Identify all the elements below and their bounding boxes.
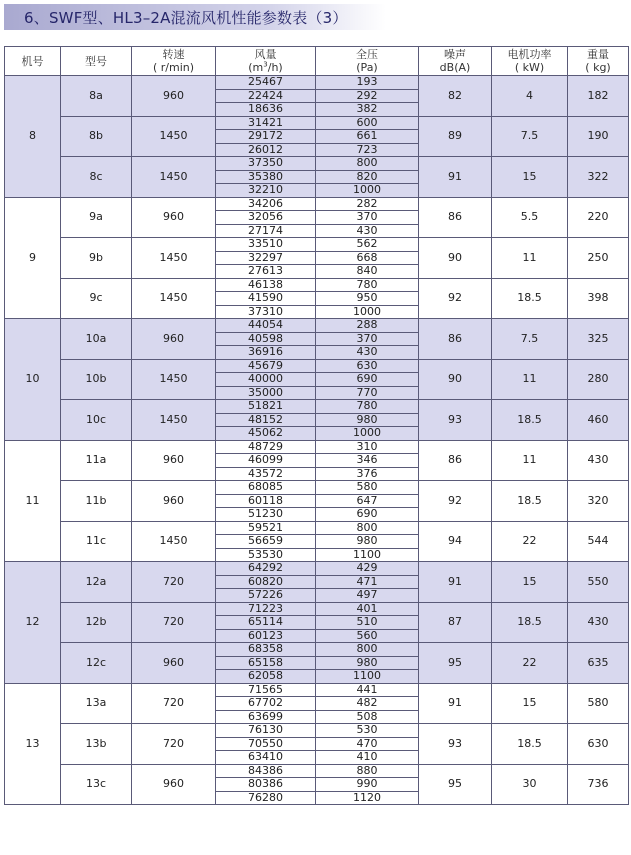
table-header-row [5, 47, 629, 76]
header-weight: 重量 ( kg) [568, 47, 629, 76]
model-cell: 8b [61, 116, 132, 157]
pressure-cell: 661 [316, 130, 419, 144]
airflow-cell: 40598 [216, 332, 316, 346]
airflow-cell: 76130 [216, 724, 316, 738]
airflow-cell: 46099 [216, 454, 316, 468]
airflow-cell: 57226 [216, 589, 316, 603]
weight-cell: 550 [568, 562, 629, 603]
pressure-cell: 497 [316, 589, 419, 603]
noise-cell: 95 [419, 764, 492, 805]
speed-cell: 720 [132, 602, 216, 643]
model-cell: 9b [61, 238, 132, 279]
pressure-cell: 282 [316, 197, 419, 211]
noise-cell: 89 [419, 116, 492, 157]
pressure-cell: 310 [316, 440, 419, 454]
weight-cell: 630 [568, 724, 629, 765]
pressure-cell: 370 [316, 332, 419, 346]
pressure-cell: 800 [316, 643, 419, 657]
weight-cell: 325 [568, 319, 629, 360]
power-cell: 15 [492, 683, 568, 724]
pressure-cell: 950 [316, 292, 419, 306]
pressure-cell: 820 [316, 170, 419, 184]
airflow-cell: 65158 [216, 656, 316, 670]
machine-no-cell: 8 [5, 76, 61, 198]
header-machine-no: 机号 [5, 47, 61, 76]
pressure-cell: 429 [316, 562, 419, 576]
weight-cell: 544 [568, 521, 629, 562]
speed-cell: 960 [132, 481, 216, 522]
page-title: 6、SWF型、HL3–2A混流风机性能参数表（3） [24, 9, 348, 27]
noise-cell: 90 [419, 359, 492, 400]
airflow-cell: 32056 [216, 211, 316, 225]
speed-cell: 1450 [132, 521, 216, 562]
model-cell: 11c [61, 521, 132, 562]
speed-cell: 960 [132, 643, 216, 684]
speed-cell: 1450 [132, 238, 216, 279]
power-cell: 11 [492, 440, 568, 481]
model-cell: 9c [61, 278, 132, 319]
power-cell: 18.5 [492, 724, 568, 765]
speed-cell: 1450 [132, 359, 216, 400]
power-cell: 18.5 [492, 602, 568, 643]
model-cell: 13a [61, 683, 132, 724]
airflow-cell: 67702 [216, 697, 316, 711]
noise-cell: 94 [419, 521, 492, 562]
airflow-cell: 65114 [216, 616, 316, 630]
pressure-cell: 770 [316, 386, 419, 400]
model-cell: 11a [61, 440, 132, 481]
table-row [5, 562, 629, 576]
table-row [5, 481, 629, 495]
model-cell: 12c [61, 643, 132, 684]
pressure-cell: 880 [316, 764, 419, 778]
pressure-cell: 370 [316, 211, 419, 225]
airflow-cell: 64292 [216, 562, 316, 576]
noise-cell: 91 [419, 562, 492, 603]
pressure-cell: 630 [316, 359, 419, 373]
header-airflow: 风量 $(m^3/h)$ [216, 47, 316, 76]
pressure-cell: 1100 [316, 670, 419, 684]
pressure-cell: 1000 [316, 427, 419, 441]
speed-cell: 1450 [132, 278, 216, 319]
airflow-cell: 41590 [216, 292, 316, 306]
airflow-cell: 33510 [216, 238, 316, 252]
airflow-cell: 51230 [216, 508, 316, 522]
pressure-cell: 382 [316, 103, 419, 117]
fan-performance-table [4, 46, 629, 805]
header-model: 型号 [61, 47, 132, 76]
weight-cell: 182 [568, 76, 629, 117]
weight-cell: 580 [568, 683, 629, 724]
airflow-cell: 63699 [216, 710, 316, 724]
model-cell: 12a [61, 562, 132, 603]
noise-cell: 91 [419, 683, 492, 724]
table-row [5, 278, 629, 292]
pressure-cell: 508 [316, 710, 419, 724]
airflow-cell: 31421 [216, 116, 316, 130]
airflow-cell: 59521 [216, 521, 316, 535]
noise-cell: 86 [419, 319, 492, 360]
airflow-cell: 48152 [216, 413, 316, 427]
table-row [5, 400, 629, 414]
title-bar [4, 4, 386, 30]
airflow-cell: 60118 [216, 494, 316, 508]
model-cell: 10c [61, 400, 132, 441]
noise-cell: 92 [419, 278, 492, 319]
pressure-cell: 980 [316, 656, 419, 670]
airflow-cell: 45679 [216, 359, 316, 373]
airflow-cell: 37350 [216, 157, 316, 171]
airflow-cell: 63410 [216, 751, 316, 765]
speed-cell: 1450 [132, 157, 216, 198]
speed-cell: 720 [132, 724, 216, 765]
airflow-cell: 46138 [216, 278, 316, 292]
table-row [5, 683, 629, 697]
noise-cell: 92 [419, 481, 492, 522]
noise-cell: 86 [419, 197, 492, 238]
noise-cell: 87 [419, 602, 492, 643]
airflow-cell: 36916 [216, 346, 316, 360]
pressure-cell: 401 [316, 602, 419, 616]
power-cell: 11 [492, 238, 568, 279]
machine-no-cell: 10 [5, 319, 61, 441]
weight-cell: 280 [568, 359, 629, 400]
pressure-cell: 410 [316, 751, 419, 765]
airflow-cell: 48729 [216, 440, 316, 454]
pressure-cell: 1000 [316, 305, 419, 319]
header-speed: 转速 ( r/min) [132, 47, 216, 76]
airflow-cell: 68358 [216, 643, 316, 657]
pressure-cell: 441 [316, 683, 419, 697]
noise-cell: 91 [419, 157, 492, 198]
airflow-cell: 43572 [216, 467, 316, 481]
airflow-cell: 27174 [216, 224, 316, 238]
pressure-cell: 562 [316, 238, 419, 252]
airflow-cell: 70550 [216, 737, 316, 751]
pressure-cell: 580 [316, 481, 419, 495]
table-row [5, 116, 629, 130]
power-cell: 18.5 [492, 278, 568, 319]
weight-cell: 320 [568, 481, 629, 522]
pressure-cell: 780 [316, 278, 419, 292]
airflow-cell: 51821 [216, 400, 316, 414]
power-cell: 11 [492, 359, 568, 400]
pressure-cell: 668 [316, 251, 419, 265]
speed-cell: 720 [132, 562, 216, 603]
noise-cell: 90 [419, 238, 492, 279]
weight-cell: 635 [568, 643, 629, 684]
noise-cell: 82 [419, 76, 492, 117]
airflow-cell: 53530 [216, 548, 316, 562]
airflow-cell: 18636 [216, 103, 316, 117]
weight-cell: 398 [568, 278, 629, 319]
table-row [5, 440, 629, 454]
weight-cell: 430 [568, 602, 629, 643]
model-cell: 9a [61, 197, 132, 238]
airflow-cell: 40000 [216, 373, 316, 387]
pressure-cell: 1000 [316, 184, 419, 198]
speed-cell: 960 [132, 76, 216, 117]
pressure-cell: 471 [316, 575, 419, 589]
weight-cell: 220 [568, 197, 629, 238]
weight-cell: 430 [568, 440, 629, 481]
table-row [5, 521, 629, 535]
model-cell: 13c [61, 764, 132, 805]
model-cell: 10b [61, 359, 132, 400]
table-row [5, 238, 629, 252]
machine-no-cell: 11 [5, 440, 61, 562]
table-row [5, 157, 629, 171]
table-row [5, 602, 629, 616]
noise-cell: 86 [419, 440, 492, 481]
pressure-cell: 1100 [316, 548, 419, 562]
pressure-cell: 840 [316, 265, 419, 279]
header-noise: 噪声 dB(A) [419, 47, 492, 76]
speed-cell: 960 [132, 764, 216, 805]
table-row [5, 643, 629, 657]
pressure-cell: 530 [316, 724, 419, 738]
weight-cell: 250 [568, 238, 629, 279]
pressure-cell: 690 [316, 373, 419, 387]
noise-cell: 95 [419, 643, 492, 684]
model-cell: 11b [61, 481, 132, 522]
power-cell: 7.5 [492, 319, 568, 360]
machine-no-cell: 9 [5, 197, 61, 319]
pressure-cell: 990 [316, 778, 419, 792]
airflow-cell: 35380 [216, 170, 316, 184]
power-cell: 22 [492, 643, 568, 684]
speed-cell: 960 [132, 440, 216, 481]
model-cell: 10a [61, 319, 132, 360]
power-cell: 4 [492, 76, 568, 117]
pressure-cell: 980 [316, 413, 419, 427]
weight-cell: 736 [568, 764, 629, 805]
power-cell: 15 [492, 562, 568, 603]
power-cell: 15 [492, 157, 568, 198]
weight-cell: 460 [568, 400, 629, 441]
airflow-cell: 71223 [216, 602, 316, 616]
pressure-cell: 288 [316, 319, 419, 333]
airflow-cell: 60123 [216, 629, 316, 643]
table-row [5, 724, 629, 738]
airflow-cell: 62058 [216, 670, 316, 684]
pressure-cell: 510 [316, 616, 419, 630]
airflow-cell: 37310 [216, 305, 316, 319]
speed-cell: 960 [132, 319, 216, 360]
airflow-cell: 27613 [216, 265, 316, 279]
pressure-cell: 800 [316, 157, 419, 171]
pressure-cell: 690 [316, 508, 419, 522]
speed-cell: 720 [132, 683, 216, 724]
table-row [5, 197, 629, 211]
airflow-cell: 60820 [216, 575, 316, 589]
weight-cell: 322 [568, 157, 629, 198]
pressure-cell: 430 [316, 224, 419, 238]
pressure-cell: 560 [316, 629, 419, 643]
header-pressure: 全压 (Pa) [316, 47, 419, 76]
speed-cell: 1450 [132, 116, 216, 157]
airflow-cell: 35000 [216, 386, 316, 400]
table-row [5, 764, 629, 778]
airflow-cell: 45062 [216, 427, 316, 441]
pressure-cell: 482 [316, 697, 419, 711]
airflow-cell: 76280 [216, 791, 316, 805]
table-row [5, 319, 629, 333]
pressure-cell: 647 [316, 494, 419, 508]
power-cell: 18.5 [492, 400, 568, 441]
table-row [5, 359, 629, 373]
pressure-cell: 470 [316, 737, 419, 751]
pressure-cell: 430 [316, 346, 419, 360]
pressure-cell: 800 [316, 521, 419, 535]
airflow-cell: 44054 [216, 319, 316, 333]
power-cell: 5.5 [492, 197, 568, 238]
pressure-cell: 1120 [316, 791, 419, 805]
airflow-cell: 84386 [216, 764, 316, 778]
model-cell: 8a [61, 76, 132, 117]
pressure-cell: 780 [316, 400, 419, 414]
airflow-cell: 71565 [216, 683, 316, 697]
pressure-cell: 980 [316, 535, 419, 549]
power-cell: 30 [492, 764, 568, 805]
airflow-cell: 22424 [216, 89, 316, 103]
speed-cell: 1450 [132, 400, 216, 441]
power-cell: 7.5 [492, 116, 568, 157]
pressure-cell: 193 [316, 76, 419, 90]
airflow-cell: 32210 [216, 184, 316, 198]
airflow-cell: 56659 [216, 535, 316, 549]
model-cell: 8c [61, 157, 132, 198]
table-row [5, 76, 629, 90]
power-cell: 18.5 [492, 481, 568, 522]
model-cell: 13b [61, 724, 132, 765]
pressure-cell: 723 [316, 143, 419, 157]
noise-cell: 93 [419, 400, 492, 441]
speed-cell: 960 [132, 197, 216, 238]
airflow-cell: 80386 [216, 778, 316, 792]
power-cell: 22 [492, 521, 568, 562]
header-power: 电机功率 ( kW) [492, 47, 568, 76]
pressure-cell: 600 [316, 116, 419, 130]
machine-no-cell: 12 [5, 562, 61, 684]
weight-cell: 190 [568, 116, 629, 157]
pressure-cell: 376 [316, 467, 419, 481]
airflow-cell: 25467 [216, 76, 316, 90]
pressure-cell: 292 [316, 89, 419, 103]
machine-no-cell: 13 [5, 683, 61, 805]
noise-cell: 93 [419, 724, 492, 765]
airflow-cell: 29172 [216, 130, 316, 144]
airflow-cell: 32297 [216, 251, 316, 265]
airflow-cell: 26012 [216, 143, 316, 157]
model-cell: 12b [61, 602, 132, 643]
pressure-cell: 346 [316, 454, 419, 468]
airflow-cell: 34206 [216, 197, 316, 211]
airflow-cell: 68085 [216, 481, 316, 495]
